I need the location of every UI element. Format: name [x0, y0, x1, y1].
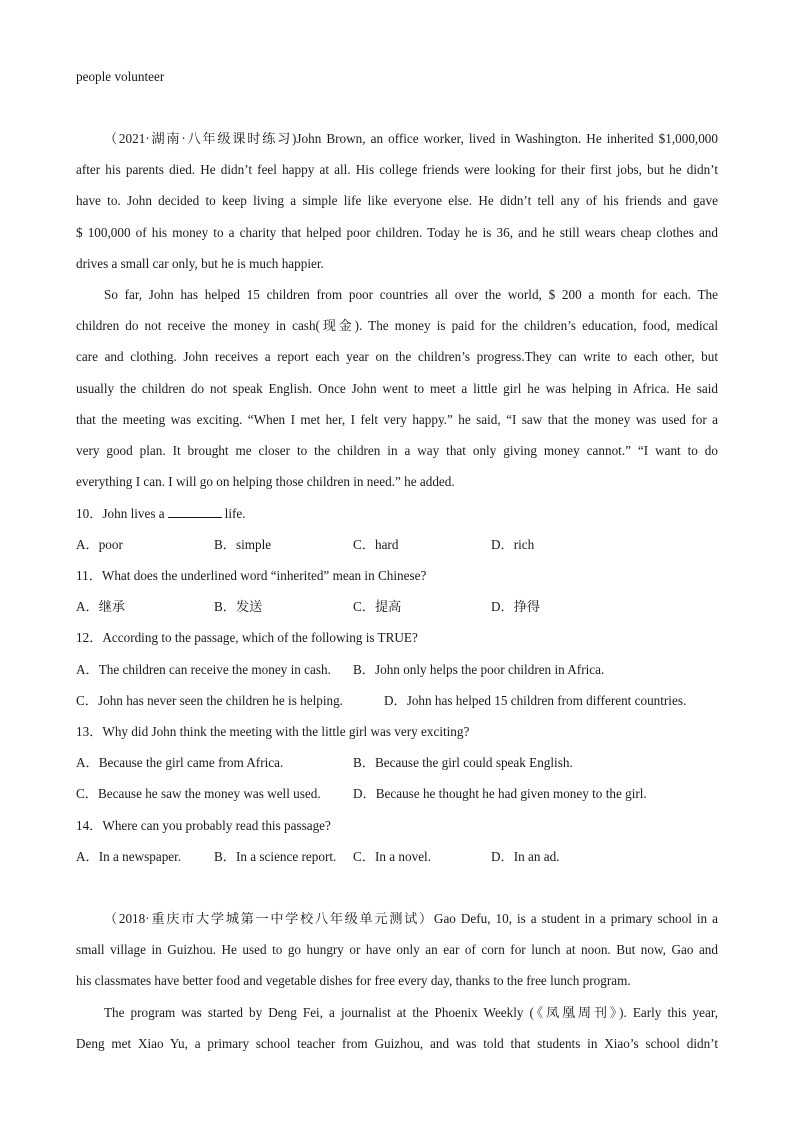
passage-1-line: care and clothing. John receives a report each year on the children’s progress.They can write to each other, but	[76, 349, 718, 364]
option-b[interactable]: B．In a science report.	[214, 849, 337, 864]
option-a[interactable]: A．The children can receive the money in cash.	[76, 662, 331, 677]
question-stem-before: 10．John lives a	[76, 506, 165, 521]
option-c[interactable]: C．Because he saw the money was well used.	[76, 786, 321, 801]
option-c[interactable]: C．In a novel.	[353, 849, 432, 864]
passage-1-line: $ 100,000 of his money to a charity that helped poor children. Today he is 36, and he still wears cheap clothes and	[76, 225, 718, 240]
question-stem	[76, 506, 718, 522]
passage-1-line: after his parents died. He didn’t feel happy at all. His college friends were looking for their first jobs, but he didn’t	[76, 162, 718, 177]
option-a[interactable]: A．继承	[76, 599, 126, 614]
passage-1-line: usually the children do not speak English. Once John went to meet a little girl he was helping in Africa. He said	[76, 381, 718, 396]
option-d[interactable]: D．rich	[491, 537, 535, 552]
option-a[interactable]: A．poor	[76, 537, 123, 552]
option-b[interactable]: B．simple	[214, 537, 272, 552]
option-c[interactable]: C．提高	[353, 599, 402, 614]
question-stem: 11．What does the underlined word “inherited” mean in Chinese?	[76, 568, 427, 583]
option-b[interactable]: B．Because the girl could speak English.	[353, 755, 573, 770]
question-stem: 12．According to the passage, which of the following is TRUE?	[76, 630, 418, 645]
option-d[interactable]: D．挣得	[491, 599, 541, 614]
option-a[interactable]: A．Because the girl came from Africa.	[76, 755, 284, 770]
passage-1-line: So far, John has helped 15 children from poor countries all over the world, $ 200 a month for each. The	[104, 287, 718, 302]
passage-2-line: （2018·重庆市大学城第一中学校八年级单元测试）Gao Defu, 10, is a student in a primary school in a	[104, 911, 718, 926]
option-b[interactable]: B．发送	[214, 599, 263, 614]
passage-1-line: have to. John decided to keep living a simple life like everyone else. He didn’t tell any of his friends and gave	[76, 193, 718, 208]
option-d[interactable]: D．In an ad.	[491, 849, 560, 864]
passage-1-line: very good plan. It brought me closer to the children in a way that only giving money cannot.” “I want to do	[76, 443, 718, 458]
option-c[interactable]: C．hard	[353, 537, 399, 552]
question-stem-after: life.	[224, 506, 246, 521]
question-stem: 13．Why did John think the meeting with the little girl was very exciting?	[76, 724, 470, 739]
passage-2-line: small village in Guizhou. He used to go hungry or have only an ear of corn for lunch at noon. But now, Gao and	[76, 942, 718, 957]
option-d[interactable]: D．Because he thought he had given money to the girl.	[353, 786, 647, 801]
option-d[interactable]: D．John has helped 15 children from different countries.	[384, 693, 687, 708]
option-b[interactable]: B．John only helps the poor children in Africa.	[353, 662, 605, 677]
passage-1-line: that the meeting was exciting. “When I met her, I felt very happy.” he said, “I saw that the money was used for a	[76, 412, 718, 427]
passage-1-line: drives a small car only, but he is much happier.	[76, 256, 324, 271]
option-c[interactable]: C．John has never seen the children he is helping.	[76, 693, 343, 708]
passage-2-line: his classmates have better food and vegetable dishes for free every day, thanks to the free lunch program.	[76, 973, 631, 988]
passage-2-line: The program was started by Deng Fei, a journalist at the Phoenix Weekly (《凤凰周刊》). Early this year,	[104, 1005, 718, 1020]
passage-1-line: everything I can. I will go on helping those children in need.” he added.	[76, 474, 455, 489]
passage-2-line: Deng met Xiao Yu, a primary school teacher from Guizhou, and was told that students in Xiao’s school didn’t	[76, 1036, 718, 1051]
passage-1-line: children do not receive the money in cash(现金). The money is paid for the children’s education, food, medical	[76, 318, 718, 333]
passage-1-line: （2021·湖南·八年级课时练习)John Brown, an office worker, lived in Washington. He inherited $1,000,000	[104, 131, 718, 146]
answer-blank[interactable]	[168, 506, 222, 518]
option-a[interactable]: A．In a newspaper.	[76, 849, 182, 864]
top-fragment: people volunteer	[76, 69, 165, 84]
question-stem: 14．Where can you probably read this passage?	[76, 818, 331, 833]
